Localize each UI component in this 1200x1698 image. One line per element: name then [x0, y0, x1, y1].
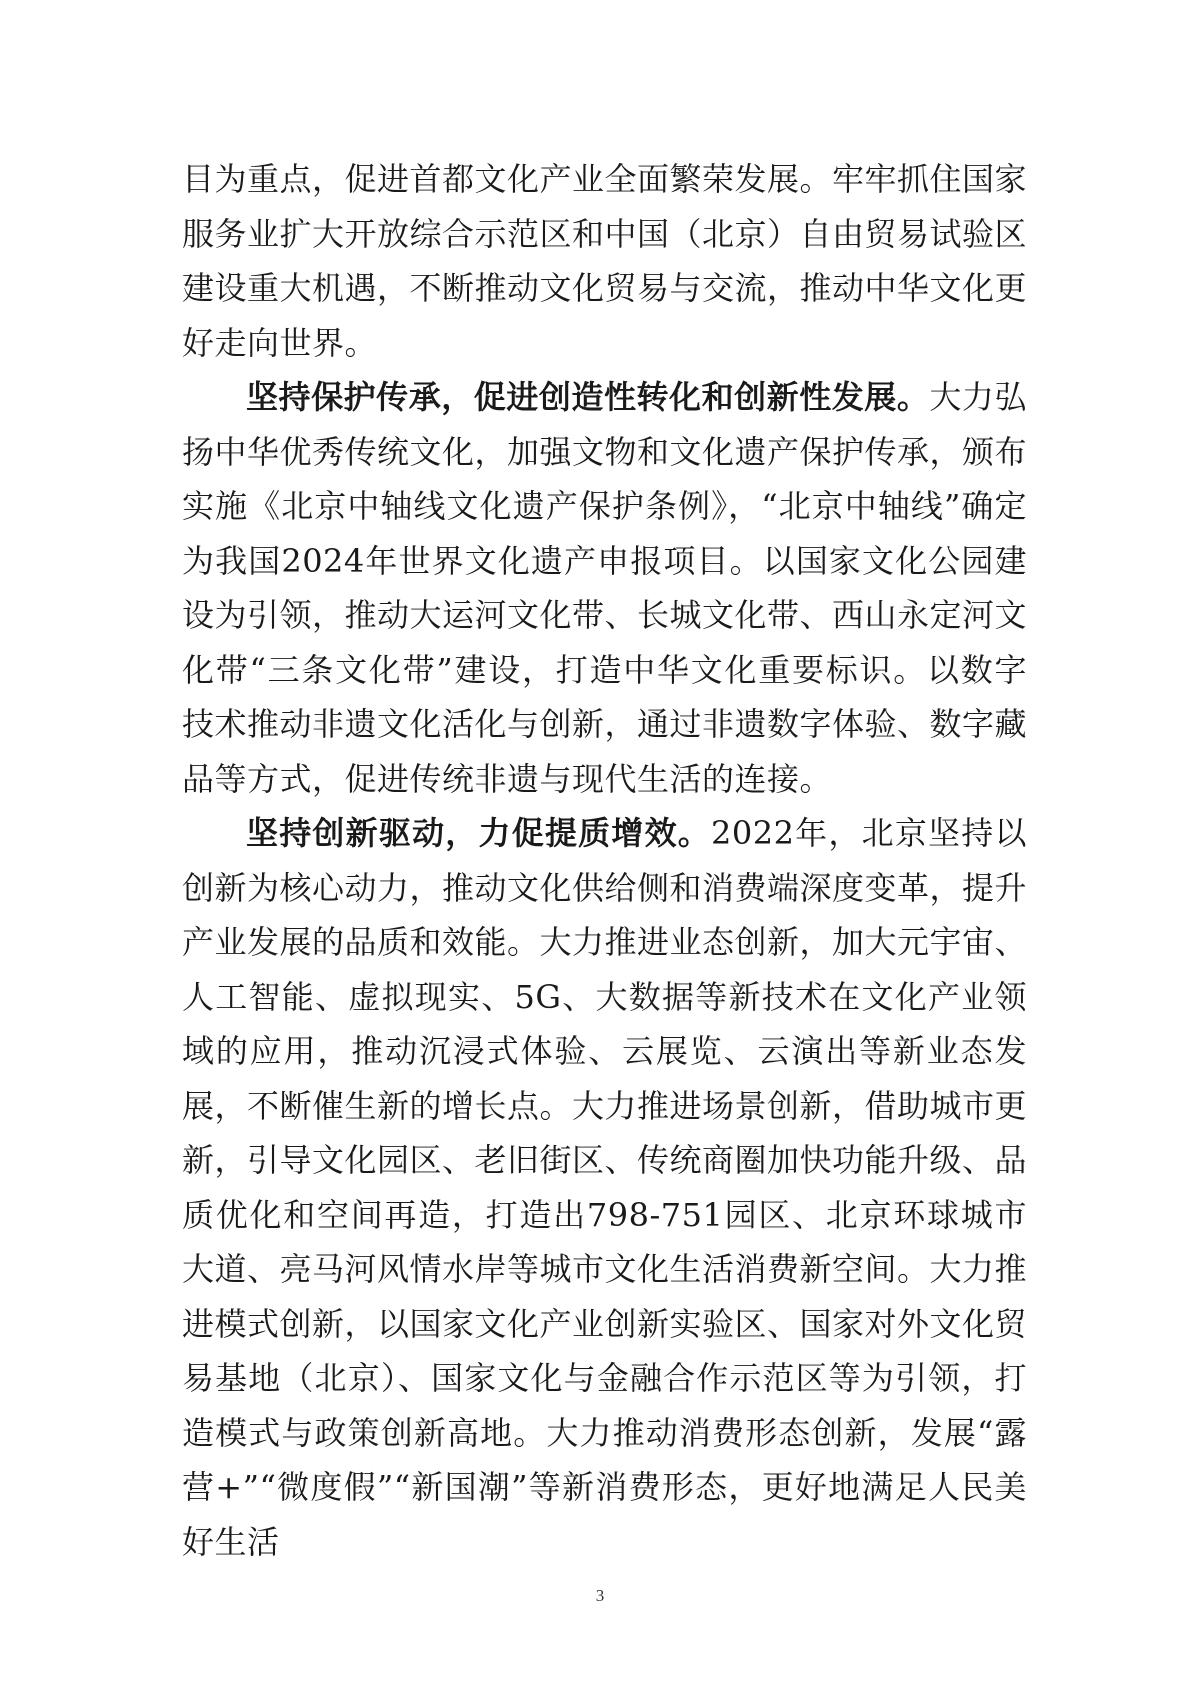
- document-body: [182, 152, 1027, 1569]
- paragraph-lead-heading: 坚持创新驱动，力促提质增效。: [246, 814, 712, 852]
- paragraph-innovation-driven: [182, 806, 1027, 1569]
- paragraph-heritage-protection: [182, 370, 1027, 806]
- paragraph-text: 大力弘扬中华优秀传统文化，加强文物和文化遗产保护传承，颁布实施《北京中轴线文化遗产保护条例》，“北京中轴线”确定为我国2024年世界文化遗产申报项目。以国家文化公园建设为引领，推动大运河文化带、长城文化带、西山永定河文化带“三条文化带”建设，打造中华文化重要标识。以数字技术推动非遗文化活化与创新，通过非遗数字体验、数字藏品等方式，促进传统非遗与现代生活的连接。: [182, 378, 1028, 798]
- paragraph-text: 2022年，北京坚持以创新为核心动力，推动文化供给侧和消费端深度变革，提升产业发展的品质和效能。大力推进业态创新，加大元宇宙、人工智能、虚拟现实、5G、大数据等新技术在文化产业领域的应用，推动沉浸式体验、云展览、云演出等新业态发展，不断催生新的增长点。大力推进场景创新，借助城市更新，引导文化园区、老旧街区、传统商圈加快功能升级、品质优化和空间再造，打造出798-751园区、北京环球城市大道、亮马河风情水岸等城市文化生活消费新空间。大力推进模式创新，以国家文化产业创新实验区、国家对外文化贸易基地（北京）、国家文化与金融合作示范区等为引领，打造模式与政策创新高地。大力推动消费形态创新，发展“露营+”“微度假”“新国潮”等新消费形态，更好地满足人民美好生活: [182, 814, 1028, 1561]
- paragraph-continuation: [182, 152, 1027, 370]
- page-number: 3: [595, 1586, 605, 1605]
- paragraph-lead-heading: 坚持保护传承，促进创造性转化和创新性发展。: [246, 378, 930, 416]
- paragraph-text: 目为重点，促进首都文化产业全面繁荣发展。牢牢抓住国家服务业扩大开放综合示范区和中国（北京）自由贸易试验区建设重大机遇，不断推动文化贸易与交流，推动中华文化更好走向世界。: [182, 160, 1028, 362]
